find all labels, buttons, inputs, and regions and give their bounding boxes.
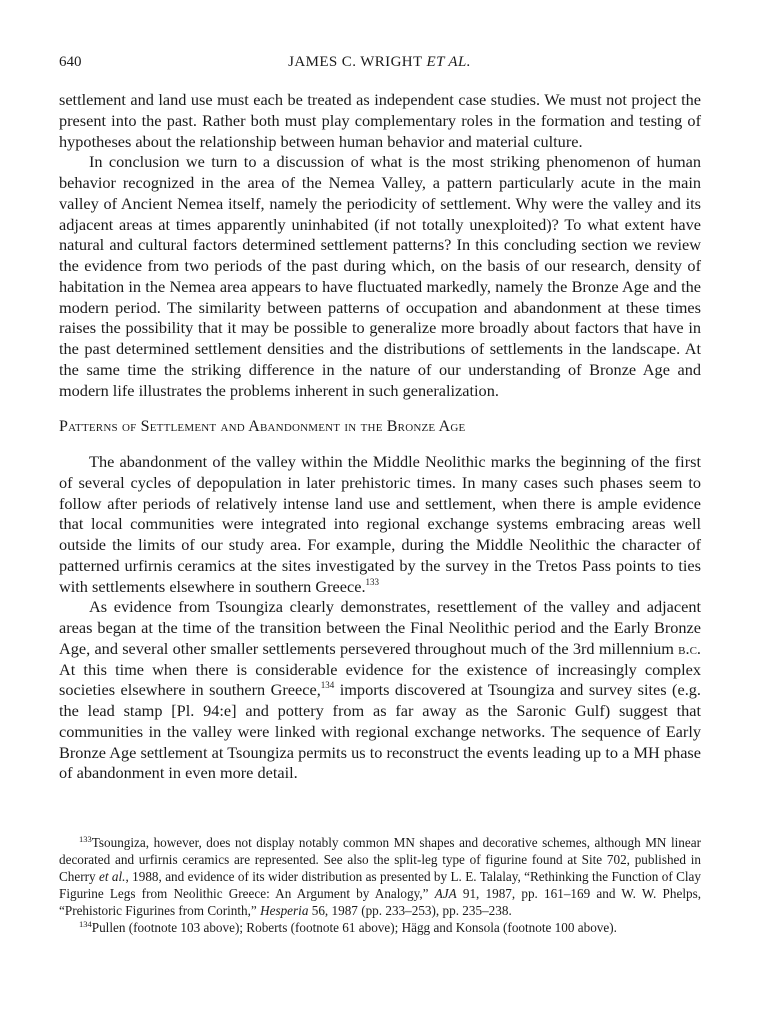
running-head-etal: ET AL. xyxy=(426,54,471,70)
footnotes xyxy=(59,834,701,937)
paragraph-4-text-a: As evidence from Tsoungiza clearly demonstrates, resettlement of the valley and adjacent areas began at the time of the transition between the Final Neolithic period and the Early Bronze Age, and several other smaller settlements persevered throughout much of the 3rd millennium xyxy=(59,597,701,658)
running-head-names: JAMES C. WRIGHT xyxy=(288,54,423,70)
paragraph-1: settlement and land use must each be treated as independent case studies. We must not project the present into the past. Rather both must play complementary roles in the formation and testing of hypotheses about the relationship between human behavior and material culture. xyxy=(59,90,701,151)
body-text xyxy=(59,90,701,784)
section-heading: Patterns of Settlement and Abandonment in the Bronze Age xyxy=(59,418,466,436)
footnote-133-hesperia: Hesperia xyxy=(260,903,309,919)
footnote-133-mark: 133 xyxy=(79,834,92,844)
footnote-133-text-c: 91, 1987, pp. 161–169 and W. W. Phelps, “Prehistoric Figurines from Corinth,” xyxy=(59,886,702,919)
footnote-133-aja: AJA xyxy=(434,886,457,902)
paragraph-4 xyxy=(59,597,701,784)
page-number: 640 xyxy=(59,54,82,70)
footnote-ref-134: 134 xyxy=(320,680,335,691)
paragraph-3-text: The abandonment of the valley within the Middle Neolithic marks the beginning of the first of several cycles of depopulation in later prehistoric times. In many cases such phases seem to follow after periods of relatively intense land use and settlement, when there is ample evidence that local communities were integrated into regional exchange systems embracing areas well outside the limits of our study area. For example, during the Middle Neolithic the character of patterned urfirnis ceramics at the sites investigated by the survey in the Tretos Pass points to ties with settlements elsewhere in southern Greece. xyxy=(59,452,701,596)
footnote-133-text-d: 56, 1987 (pp. 233–253), pp. 235–238. xyxy=(311,903,512,919)
page-header xyxy=(59,54,700,76)
footnote-133-text-b: , 1988, and evidence of its wider distribution as presented by L. E. Talalay, “Rethinking the Function of Clay Figurine Legs from Neolithic Greece: An Argument by Analogy,” xyxy=(59,869,702,902)
paragraph-4-text-c: imports discovered at Tsoungiza and survey sites (e.g. the lead stamp [Pl. 94:e] and pottery from as far away as the Saronic Gulf) suggest that communities in the valley were linked with regional exchange networks. The sequence of Early Bronze Age settlement at Tsoungiza permits us to reconstruct the events leading up to a MH phase of abandonment in even more detail. xyxy=(59,680,701,783)
running-head xyxy=(59,54,700,71)
footnote-133-text-a: Tsoungiza, however, does not display notably common MN shapes and decorative schemes, although MN linear decorated and urfirnis ceramics are represented. See also the split-leg type of figurine found at Site 702, published in Cherry xyxy=(59,835,701,885)
footnote-133-etal: et al. xyxy=(99,869,126,885)
footnote-133 xyxy=(59,834,701,919)
footnote-134-text: Pullen (footnote 103 above); Roberts (footnote 61 above); Hägg and Konsola (footnote 100 above). xyxy=(91,920,617,936)
footnote-134 xyxy=(59,919,701,936)
footnote-ref-133: 133 xyxy=(365,576,380,587)
paragraph-4-text-b: At this time when there is considerable evidence for the existence of increasingly complex societies elsewhere in southern Greece, xyxy=(59,659,701,700)
bc-abbrev: b.c. xyxy=(678,638,701,658)
paragraph-3 xyxy=(59,452,701,597)
paragraph-2: In conclusion we turn to a discussion of what is the most striking phenomenon of human behavior recognized in the area of the Nemea Valley, a pattern particularly acute in the main valley of Ancient Nemea itself, namely the periodicity of settlement. Why were the valley and its adjacent areas at times apparently uninhabited (if not totally unexploited)? To what extent have natural and cultural factors determined settlement patterns? In this concluding section we review the evidence from two periods of the past during which, on the basis of our research, density of habitation in the Nemea area appears to have fluctuated markedly, namely the Bronze Age and the modern period. The similarity between patterns of occupation and abandonment at these times raises the possibility that it may be possible to generalize more broadly about factors that have in the past determined settlement densities and the distributions of settlements in the landscape. At the same time the striking difference in the nature of our understanding of Bronze Age and modern life illustrates the problems inherent in such generalization. xyxy=(59,152,701,400)
footnote-134-mark: 134 xyxy=(79,919,92,930)
